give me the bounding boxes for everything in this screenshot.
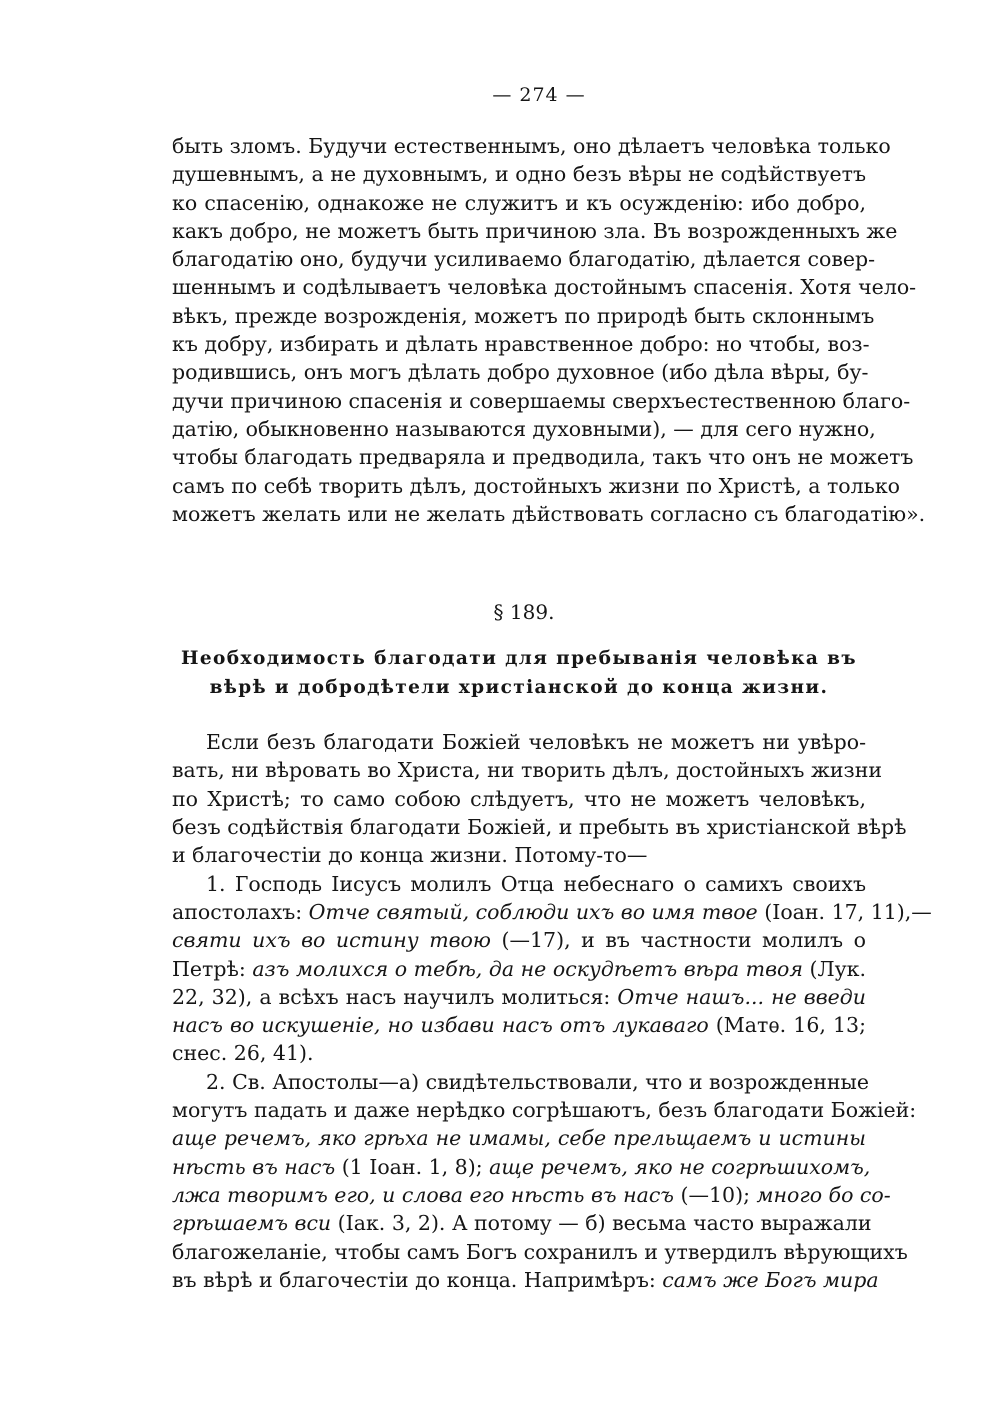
text-span: Петрѣ: [172,956,253,981]
text-line: снес. 26, 41). [172,1041,314,1066]
text-line [172,983,866,1011]
scripture-quote: лжа творимъ его, и слова его нѣсть въ насъ [172,1182,674,1207]
scripture-quote: Отче святый, соблюди ихъ во имя твое [308,899,758,924]
text-span: апостолахъ: [172,899,309,924]
text-line: шеннымъ и содѣлываетъ человѣка достойнымъ спасенія. Хотя чело- [172,275,917,300]
scripture-quote: нѣсть въ насъ [172,1154,336,1179]
text-line [172,898,932,926]
scripture-quote: самъ же Богъ мира [662,1267,879,1292]
text-span: (—10); [673,1182,757,1207]
text-line: родившись, онъ могъ дѣлать добро духовное (ибо дѣла вѣры, бу- [172,360,869,385]
scripture-quote: насъ во искушеніе, но избави насъ отъ лукаваго [172,1013,709,1038]
text-span: (—17), и въ частности молилъ о [490,928,866,953]
text-line [172,1124,866,1152]
scripture-quote: грѣшаемъ вси [172,1211,332,1236]
text-line: къ добру, избирать и дѣлать нравственное добро: но чтобы, воз- [172,332,870,357]
text-line: могутъ падать и даже нерѣдко согрѣшаютъ, безъ благодати Божіей: [172,1098,917,1123]
scripture-quote: святи ихъ во истину твою [172,928,491,953]
numbered-item-2 [172,1068,917,1294]
text-span: (Іак. 3, 2). А потому — б) весьма часто выражали [331,1211,872,1236]
scripture-quote: аще речемъ, яко грѣха не имамы, себе прельщаемъ и истины [172,1126,866,1151]
book-page [172,84,932,1294]
text-line: по Христѣ; то само собою слѣдуетъ, что не можетъ человѣкъ, [172,786,866,811]
scripture-quote: азъ молихся о тебѣ, да не оскудѣетъ вѣра твоя [252,956,803,981]
text-line: Если безъ благодати Божіей человѣкъ не можетъ ни увѣро- [206,730,866,755]
text-line: вать, ни вѣровать во Христа, ни творить дѣлъ, достойныхъ жизни [172,758,883,783]
text-line: благодатію оно, будучи усиливаемо благодатію, дѣлается совер- [172,247,876,272]
text-line: самъ по себѣ творить дѣлъ, достойныхъ жизни по Христѣ, а только [172,473,900,498]
text-line [172,1153,871,1181]
text-line [172,1181,891,1209]
text-line: чтобы благодать предваряла и предводила, такъ что онъ не можетъ [172,445,914,470]
section-number: § 189. [493,600,555,625]
text-span: въ вѣрѣ и благочестіи до конца. Напримѣръ: [172,1267,663,1292]
text-line: вѣкъ, прежде возрожденія, можетъ по природѣ быть склоннымъ [172,303,875,328]
text-line [172,1011,866,1039]
numbered-item-1 [172,870,932,1068]
text-line [172,1209,872,1237]
text-line [172,955,866,983]
text-line: ко спасенію, однакоже не служитъ и къ осужденію: ибо добро, [172,190,866,215]
text-line: быть зломъ. Будучи естественнымъ, оно дѣлаетъ человѣка только [172,134,891,158]
text-line [172,1266,879,1294]
paragraph-continued [172,132,926,528]
text-line [172,926,866,954]
text-line: и благочестіи до конца жизни. Потому-то— [172,843,648,868]
text-span: (Лук. [802,956,866,981]
paragraph-intro [172,728,907,869]
text-line: какъ добро, не можетъ быть причиною зла. Въ возрожденныхъ же [172,218,898,243]
text-span: 22, 32), а всѣхъ насъ научилъ молиться: [172,984,618,1009]
text-line: датію, обыкновенно называются духовными), — для сего нужно, [172,416,876,441]
text-line: благожеланіе, чтобы самъ Богъ сохранилъ и утвердилъ вѣрующихъ [172,1239,908,1264]
text-line: дучи причиною спасенія и совершаемы сверхъестественною благо- [172,388,911,413]
scripture-quote: много бо со- [756,1182,891,1207]
scripture-quote: Отче нашъ... не введи [617,984,866,1009]
scripture-quote: аще речемъ, яко не согрѣшихомъ, [489,1154,871,1179]
text-line: можетъ желать или не желать дѣйствовать согласно съ благодатію». [172,501,926,526]
text-line: 2. Св. Апостолы—а) свидѣтельствовали, что и возрожденные [206,1069,869,1094]
page-number: — 274 — [492,84,586,106]
section-title-line: вѣрѣ и добродѣтели христіанской до конца жизни. [209,677,829,699]
text-span: (Матѳ. 16, 13; [708,1013,866,1038]
text-line: 1. Господь Іисусъ молилъ Отца небеснаго о самихъ своихъ [206,871,866,896]
text-line: душевнымъ, а не духовнымъ, и одно безъ вѣры не содѣйствуетъ [172,162,866,187]
text-span: (Іоан. 17, 11),— [757,899,932,924]
text-line: безъ содѣйствія благодати Божіей, и пребыть въ христіанской вѣрѣ [172,815,907,840]
text-span: (1 Іоан. 1, 8); [335,1154,490,1179]
section-title-line: Необходимость благодати для пребыванія человѣка въ [181,648,857,670]
section-title [172,644,866,702]
